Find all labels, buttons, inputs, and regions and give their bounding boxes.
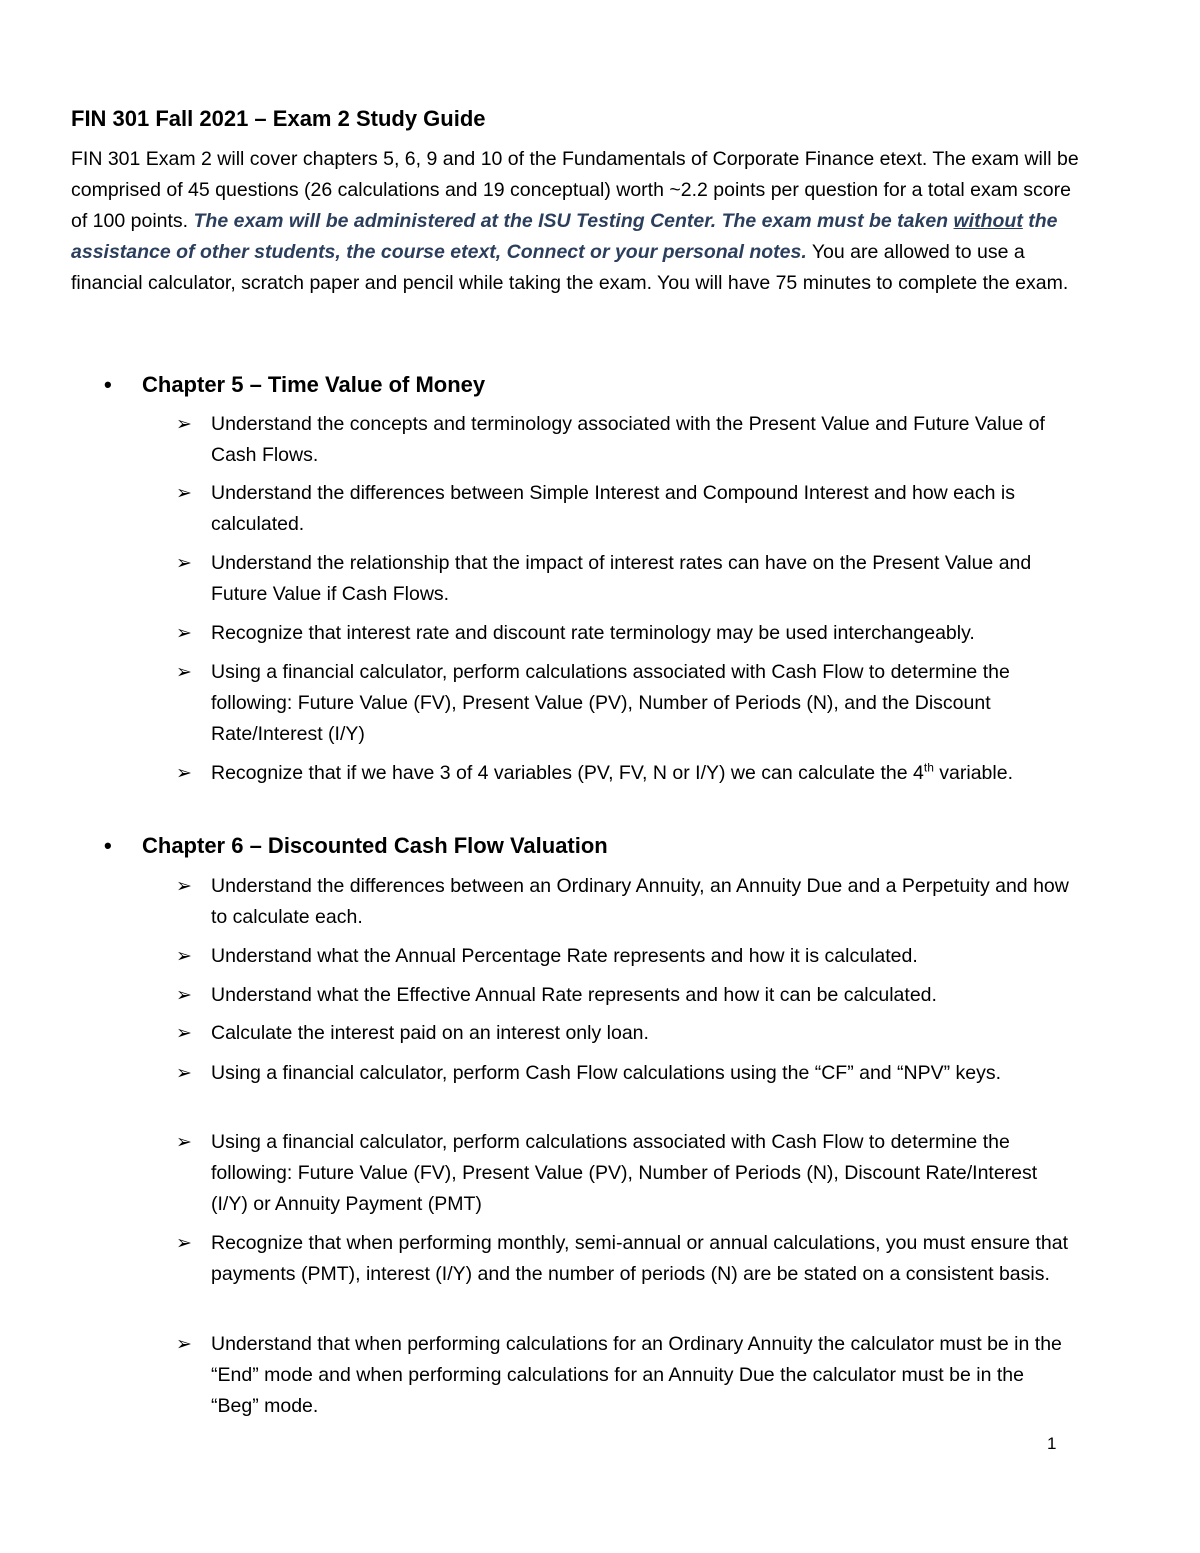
chapter6-heading: Chapter 6 – Discounted Cash Flow Valuation bbox=[142, 833, 608, 858]
arrow-bullet-icon: ➢ bbox=[176, 1334, 192, 1355]
arrow-bullet-icon: ➢ bbox=[176, 414, 192, 435]
list-item-text: Understand that when performing calculations for an Ordinary Annuity the calculator must be in the “End” mode and when performing calculations for an Annuity Due the calculator must be in the “Beg” mode. bbox=[211, 1333, 1062, 1417]
chapter5-heading: Chapter 5 – Time Value of Money bbox=[142, 372, 486, 397]
list-item-text: Understand the relationship that the impact of interest rates can have on the Present Value and Future Value if Cash Flows. bbox=[211, 552, 1032, 605]
list-item-text-part: Recognize that if we have 3 of 4 variables (PV, FV, N or I/Y) we can calculate the 4 bbox=[211, 762, 924, 784]
arrow-bullet-icon: ➢ bbox=[176, 763, 192, 784]
arrow-bullet-icon: ➢ bbox=[176, 1132, 192, 1153]
list-item-text: Understand the concepts and terminology associated with the Present Value and Future Value of Cash Flows. bbox=[211, 413, 1045, 466]
arrow-bullet-icon: ➢ bbox=[176, 876, 192, 897]
intro-emphasis-underline: without bbox=[953, 210, 1023, 232]
intro-emphasis-2: the assistance of other students, the course etext, Connect or your personal notes. bbox=[71, 210, 1058, 263]
intro-text-2: You are allowed to use a financial calculator, scratch paper and pencil while taking the exam. You will have 75 minutes to complete the exam. bbox=[71, 241, 1069, 294]
intro-paragraph bbox=[71, 144, 1081, 299]
arrow-bullet-icon: ➢ bbox=[176, 1233, 192, 1254]
arrow-bullet-icon: ➢ bbox=[176, 483, 192, 504]
arrow-bullet-icon: ➢ bbox=[176, 946, 192, 967]
document-title: FIN 301 Fall 2021 – Exam 2 Study Guide bbox=[71, 106, 486, 131]
list-item-text: Understand the differences between an Ordinary Annuity, an Annuity Due and a Perpetuity and how to calculate each. bbox=[211, 875, 1069, 928]
bullet-icon: • bbox=[104, 833, 112, 858]
arrow-bullet-icon: ➢ bbox=[176, 1063, 192, 1084]
list-item-text: Understand the differences between Simple Interest and Compound Interest and how each is calculated. bbox=[211, 482, 1015, 535]
list-item-text: Using a financial calculator, perform Cash Flow calculations using the “CF” and “NPV” keys. bbox=[211, 1062, 1002, 1084]
chapter6-heading-row bbox=[104, 831, 608, 861]
list-item-text-part: variable. bbox=[933, 762, 1013, 784]
page-number: 1 bbox=[1047, 1434, 1057, 1453]
list-item-text: Calculate the interest paid on an interest only loan. bbox=[211, 1022, 649, 1044]
list-item-text: Using a financial calculator, perform calculations associated with Cash Flow to determine the following: Future Value (FV), Present Value (PV), Number of Periods (N), and the Discount Rate/Interest (I/Y) bbox=[211, 661, 1010, 745]
arrow-bullet-icon: ➢ bbox=[176, 662, 192, 683]
list-item-text: Recognize that interest rate and discount rate terminology may be used interchangeably. bbox=[211, 622, 975, 644]
arrow-bullet-icon: ➢ bbox=[176, 553, 192, 574]
list-item-text: Using a financial calculator, perform calculations associated with Cash Flow to determine the following: Future Value (FV), Present Value (PV), Number of Periods (N), Discount Rate/Interest (I/Y) or Annuity Payment (PMT) bbox=[211, 1131, 1038, 1215]
intro-text-1: FIN 301 Exam 2 will cover chapters 5, 6, 9 and 10 of the Fundamentals of Corporate Finance etext. The exam will be comprised of 45 questions (26 calculations and 19 conceptual) worth ~2.2 points per question for a total exam score of 100 points. bbox=[71, 148, 1079, 232]
chapter5-heading-row bbox=[104, 370, 485, 400]
list-item-text: Recognize that when performing monthly, semi-annual or annual calculations, you must ensure that payments (PMT), interest (I/Y) and the number of periods (N) are be stated on a consistent basis. bbox=[211, 1232, 1069, 1285]
arrow-bullet-icon: ➢ bbox=[176, 623, 192, 644]
list-item-text: Understand what the Effective Annual Rate represents and how it can be calculated. bbox=[211, 984, 937, 1006]
intro-emphasis-1: The exam will be administered at the ISU Testing Center. The exam must be taken bbox=[193, 210, 954, 232]
list-item-text bbox=[211, 758, 1076, 789]
superscript: th bbox=[923, 760, 934, 775]
bullet-icon: • bbox=[104, 372, 112, 397]
arrow-bullet-icon: ➢ bbox=[176, 985, 192, 1006]
list-item-text: Understand what the Annual Percentage Rate represents and how it is calculated. bbox=[211, 945, 918, 967]
arrow-bullet-icon: ➢ bbox=[176, 1023, 192, 1044]
